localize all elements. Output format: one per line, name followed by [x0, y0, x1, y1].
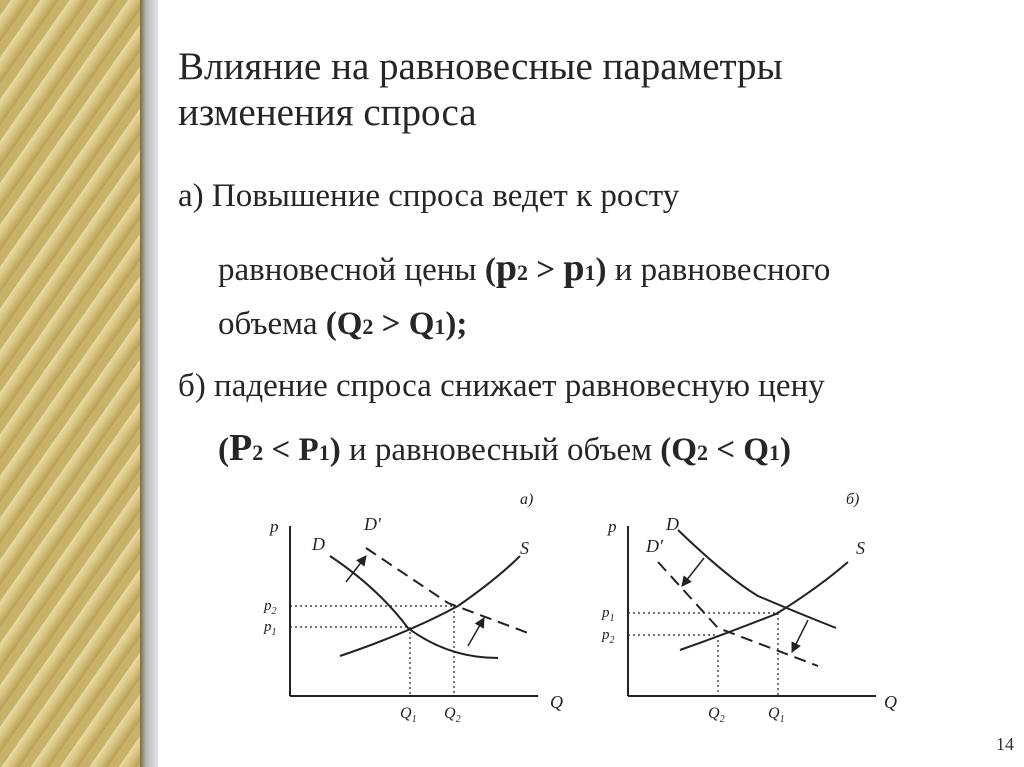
text: и равновесный объем	[340, 432, 661, 468]
label-D-prime: D'	[646, 536, 663, 556]
shift-arrow-left	[792, 620, 808, 652]
sub: 2	[609, 635, 615, 646]
point-a-line2	[218, 246, 830, 290]
point-a-line1: а) Повышение спроса ведет к росту	[178, 178, 680, 214]
q-open: (Q	[325, 306, 363, 342]
diagram-a	[263, 491, 563, 725]
demand-curve-D	[330, 556, 498, 658]
Q: Q	[768, 705, 780, 722]
label-Q1	[400, 705, 417, 725]
p1-sub: 1	[318, 440, 330, 465]
p: p	[602, 605, 610, 621]
label-S: S	[520, 538, 529, 558]
label-p2	[601, 627, 615, 646]
slide-title: Влияние на равновесные параметры изменения спроса	[178, 45, 783, 134]
q1-sub: 1	[434, 314, 446, 339]
p1-sub: 1	[584, 260, 596, 285]
gt-sign: >	[528, 252, 564, 288]
point-b-line1: б) падение спроса снижает равновесную цену	[178, 368, 825, 404]
label-Q2	[708, 705, 725, 725]
shift-arrow-right	[468, 618, 484, 646]
text: равновесной цены	[218, 252, 485, 288]
diagram-b	[601, 491, 897, 725]
label-D-prime: D'	[364, 514, 381, 534]
paren: (	[484, 252, 496, 288]
text: и равновесного	[606, 252, 831, 288]
sub: 2	[271, 606, 277, 617]
label-p1	[263, 619, 277, 638]
q-axis-label: Q	[884, 692, 897, 712]
side-panel-shadow	[140, 0, 158, 767]
paren: )	[329, 432, 341, 468]
Q: Q	[400, 705, 412, 722]
label-S: S	[856, 538, 865, 558]
slide-number: 14	[996, 734, 1014, 754]
label-D: D	[666, 514, 679, 534]
sub: 2	[455, 714, 461, 725]
demand-curve-D	[678, 530, 836, 628]
demand-curve-D-prime	[366, 548, 528, 633]
sub: 1	[609, 613, 615, 624]
p-axis-label: p	[608, 517, 617, 536]
sub: 1	[779, 714, 785, 725]
p1-symbol: p	[563, 247, 585, 289]
label-Q2	[444, 705, 461, 725]
label-p2	[263, 598, 277, 617]
gt-sign: > Q	[373, 306, 435, 342]
Q: Q	[708, 705, 720, 722]
point-a-line3	[218, 306, 467, 343]
q1-sub: 1	[768, 440, 780, 465]
supply-demand-diagrams	[258, 478, 918, 728]
p-axis-label: p	[270, 517, 279, 536]
q-close: );	[445, 306, 468, 342]
paren: )	[595, 252, 607, 288]
label-p1	[601, 605, 615, 624]
p: p	[264, 619, 272, 635]
text: объема	[218, 306, 326, 342]
q-open: (Q	[660, 432, 697, 468]
p: p	[264, 598, 272, 614]
paren: (	[218, 432, 229, 468]
sub: 1	[271, 627, 277, 638]
p: p	[602, 627, 610, 643]
Q: Q	[444, 705, 456, 722]
sub: 2	[719, 714, 725, 725]
label-D: D	[312, 534, 325, 554]
q2-sub: 2	[696, 440, 708, 465]
p2-symbol: p	[495, 247, 517, 289]
q2-sub: 2	[362, 314, 374, 339]
lt-sign: < P	[263, 432, 319, 468]
panel-b-label: б)	[846, 491, 860, 508]
point-b-line2	[218, 426, 791, 470]
demand-curve-D-prime	[658, 562, 818, 666]
q-axis-label: Q	[550, 692, 563, 712]
p2-sub: 2	[517, 260, 528, 285]
P2-symbol: P	[229, 427, 253, 469]
p2-sub: 2	[252, 440, 264, 465]
lt-sign: < Q	[707, 432, 769, 468]
q-close: )	[779, 432, 791, 468]
sub: 1	[411, 714, 417, 725]
panel-a-label: а)	[520, 491, 534, 508]
label-Q1	[768, 705, 785, 725]
supply-curve-S	[680, 562, 848, 650]
decorative-side-panel	[0, 0, 158, 767]
shift-arrow-down	[682, 558, 704, 586]
